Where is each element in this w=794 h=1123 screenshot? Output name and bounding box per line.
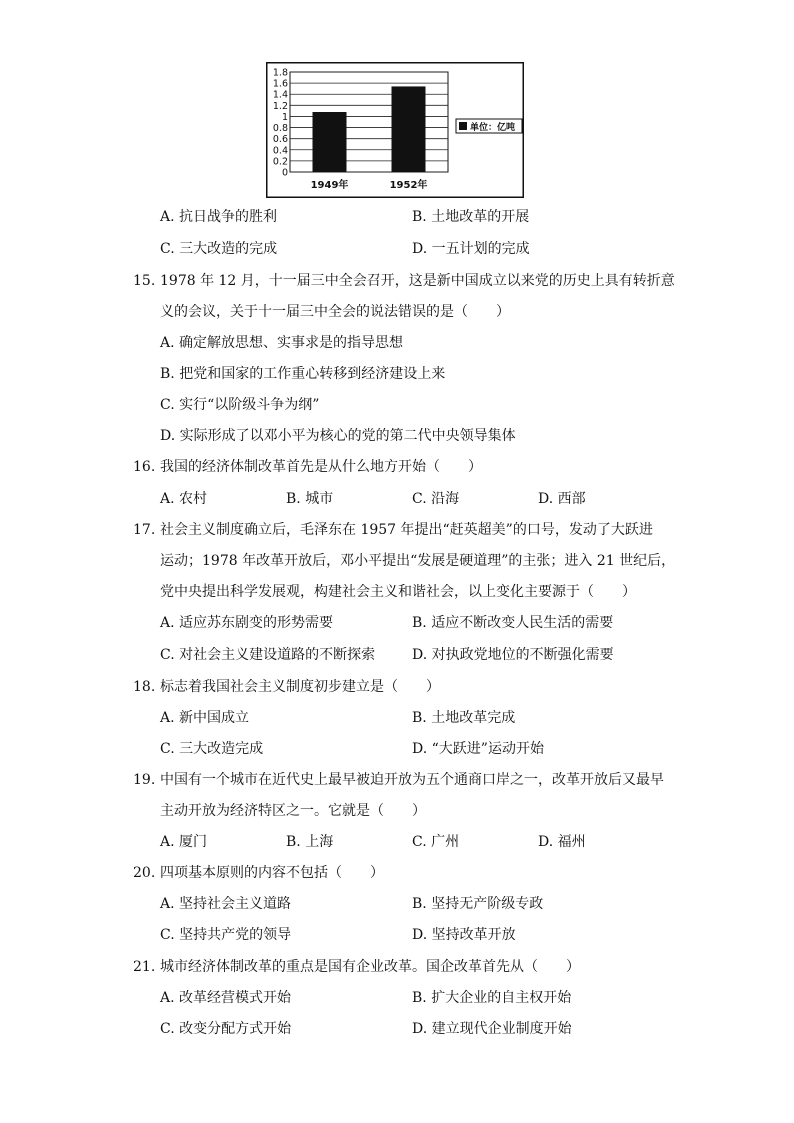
y-tick-label: 1.6 (272, 78, 288, 90)
y-tick-label: 1.2 (272, 100, 288, 112)
q15-stem-line-1: 1978 年 12 月，十一届三中全会召开，这是新中国成立以来党的历史上具有转折意 (160, 273, 675, 289)
q15-option-c: C. 实行“以阶级斗争为纲” (160, 397, 320, 413)
q17-option-d: D. 对执政党地位的不断强化需要 (412, 647, 614, 663)
q17-option-c: C. 对社会主义建设道路的不断探索 (160, 647, 376, 663)
q17-stem-line-1: 社会主义制度确立后，毛泽东在 1957 年提出“赶英超美”的口号，发动了大跃进 (160, 522, 653, 538)
q14-option-c: C. 三大改造的完成 (160, 241, 278, 257)
y-tick-label: 1.8 (272, 67, 288, 79)
q14-option-a: A. 抗日战争的胜利 (160, 209, 278, 225)
y-tick-label: 1 (281, 111, 288, 123)
q14-option-b: B. 土地改革的开展 (412, 209, 530, 225)
q19-stem-line-2: 主动开放为经济特区之一。它就是（ ） (160, 803, 426, 819)
x-tick-label: 1952年 (389, 180, 428, 191)
q20-stem-line-1: 四项基本原则的内容不包括（ ） (160, 865, 384, 881)
q16-option-d: D. 西部 (538, 491, 586, 507)
q16-option-b: B. 城市 (286, 491, 334, 507)
q19-option-a: A. 厦门 (160, 834, 208, 850)
q20-number: 20. (133, 865, 156, 881)
q17-number: 17. (133, 522, 156, 538)
q19-option-c: C. 广州 (412, 834, 460, 850)
y-tick-label: 0.4 (272, 145, 288, 157)
q21-option-a: A. 改革经营模式开始 (160, 990, 292, 1006)
q14-option-d: D. 一五计划的完成 (412, 241, 530, 257)
q19-stem-line-1: 中国有一个城市在近代史上最早被迫开放为五个通商口岸之一，改革开放后又最早 (160, 772, 664, 788)
q21-stem-line-1: 城市经济体制改革的重点是国有企业改革。国企改革首先从（ ） (160, 959, 580, 975)
q19-option-b: B. 上海 (286, 834, 334, 850)
bar (313, 112, 347, 172)
legend-swatch (459, 122, 467, 130)
q17-option-b: B. 适应不断改变人民生活的需要 (412, 615, 614, 631)
bar (392, 86, 426, 172)
q18-number: 18. (133, 679, 156, 695)
q17-stem-line-2: 运动；1978 年改革开放后，邓小平提出“发展是硬道理”的主张；进入 21 世纪后， (160, 553, 676, 569)
q18-option-b: B. 土地改革完成 (412, 710, 516, 726)
q15-stem-line-2: 义的会议，关于十一届三中全会的说法错误的是（ ） (160, 304, 510, 320)
q20-option-b: B. 坚持无产阶级专政 (412, 896, 544, 912)
q18-option-a: A. 新中国成立 (160, 710, 250, 726)
q16-number: 16. (133, 459, 156, 475)
y-tick-label: 0 (281, 167, 288, 179)
y-tick-label: 0.2 (272, 156, 288, 168)
q15-option-d: D. 实际形成了以邓小平为核心的党的第二代中央领导集体 (160, 428, 516, 444)
q20-option-a: A. 坚持社会主义道路 (160, 896, 292, 912)
y-tick-label: 0.8 (272, 123, 288, 135)
q21-number: 21. (133, 959, 156, 975)
q19-option-d: D. 福州 (538, 834, 586, 850)
q18-option-d: D. “大跃进”运动开始 (412, 741, 544, 757)
q15-option-b: B. 把党和国家的工作重心转移到经济建设上来 (160, 366, 446, 382)
q18-stem-line-1: 标志着我国社会主义制度初步建立是（ ） (160, 679, 440, 695)
q16-stem-line-1: 我国的经济体制改革首先是从什么地方开始（ ） (160, 459, 482, 475)
legend-label: 单位：亿吨 (470, 123, 516, 133)
q20-option-d: D. 坚持改革开放 (412, 927, 516, 943)
q15-option-a: A. 确定解放思想、实事求是的指导思想 (160, 335, 404, 351)
q15-number: 15. (133, 273, 156, 289)
q21-option-c: C. 改变分配方式开始 (160, 1021, 292, 1037)
q21-option-d: D. 建立现代企业制度开始 (412, 1021, 572, 1037)
q16-option-a: A. 农村 (160, 491, 208, 507)
y-tick-label: 1.4 (272, 89, 288, 101)
q20-option-c: C. 坚持共产党的领导 (160, 927, 292, 943)
x-tick-label: 1949年 (310, 180, 349, 191)
q18-option-c: C. 三大改造完成 (160, 741, 264, 757)
q19-number: 19. (133, 772, 156, 788)
q17-stem-line-3: 党中央提出科学发展观，构建社会主义和谐社会，以上变化主要源于（ ） (160, 584, 636, 600)
y-tick-label: 0.6 (272, 134, 288, 146)
bar-chart-svg (266, 62, 524, 198)
q21-option-b: B. 扩大企业的自主权开始 (412, 990, 572, 1006)
bar-chart (266, 62, 524, 198)
q16-option-c: C. 沿海 (412, 491, 460, 507)
q17-option-a: A. 适应苏东剧变的形势需要 (160, 615, 334, 631)
